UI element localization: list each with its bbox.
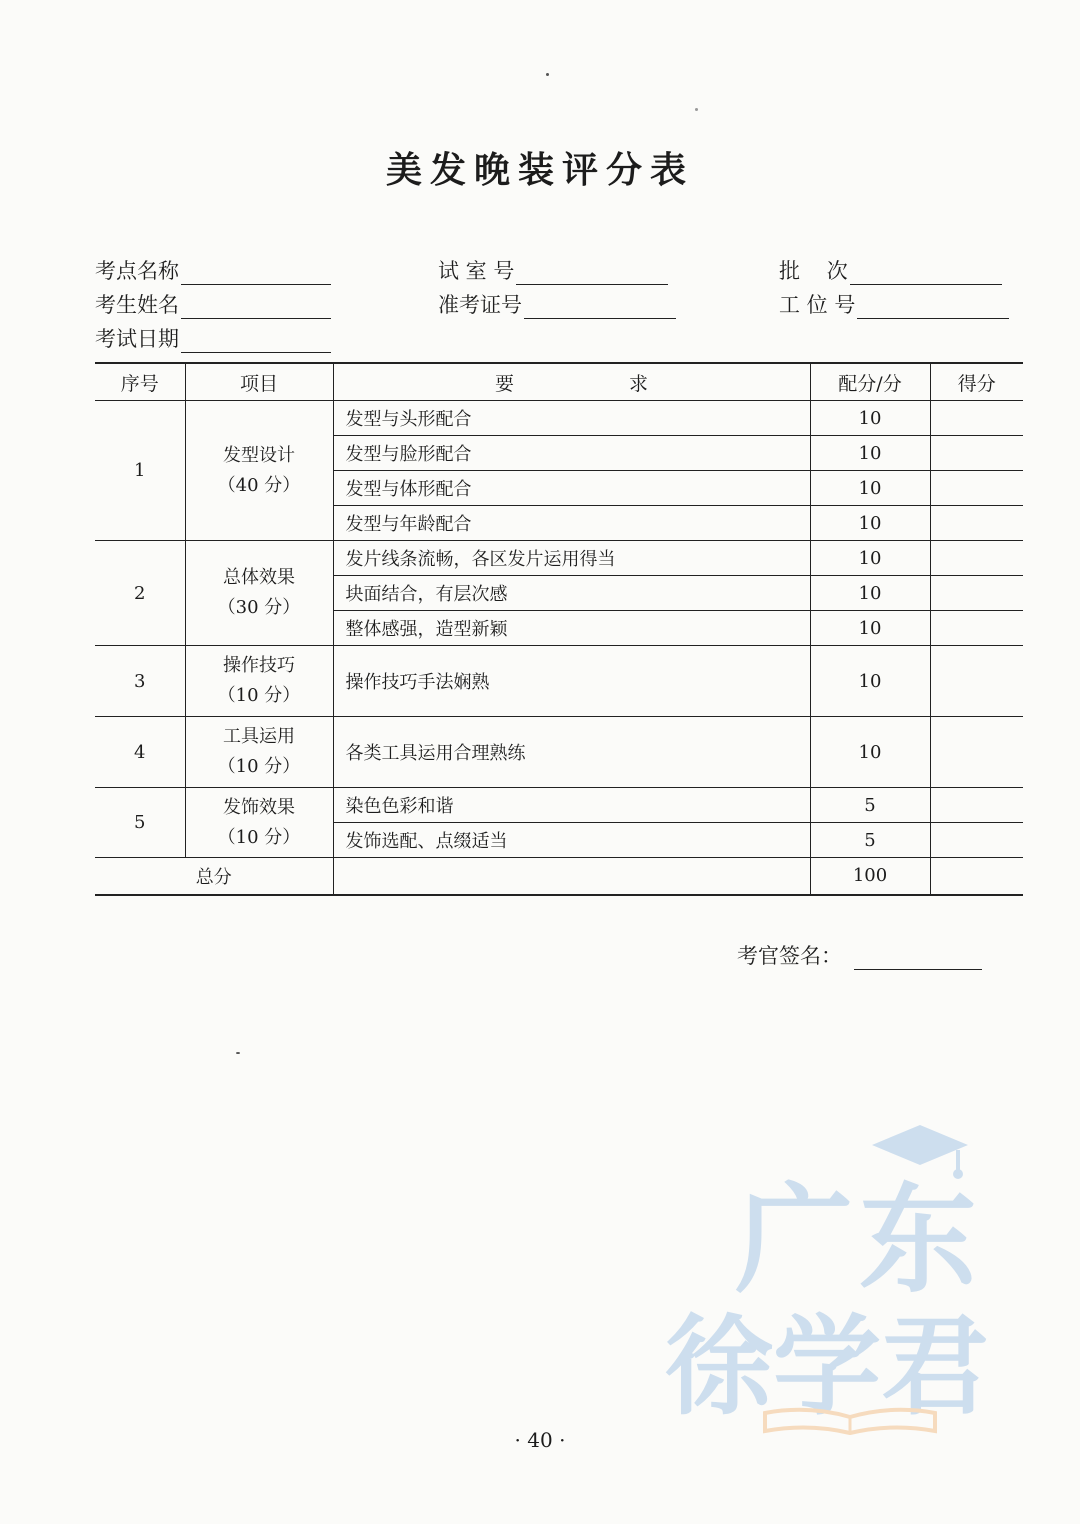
points-cell: 10 — [810, 471, 930, 506]
points-cell: 5 — [810, 788, 930, 823]
scan-speck — [546, 73, 549, 76]
total-requirement-cell — [333, 858, 810, 895]
exam-site-field[interactable] — [95, 255, 331, 285]
watermark-text-top: 广东 — [735, 1171, 984, 1309]
points-cell: 10 — [810, 541, 930, 576]
score-input-cell[interactable] — [930, 436, 1023, 471]
group-item-title: 发饰效果 — [223, 796, 295, 818]
score-input-cell[interactable] — [930, 576, 1023, 611]
group-item-title: 发型设计 — [223, 444, 295, 466]
group-item — [185, 788, 333, 858]
exam-date-blank[interactable] — [181, 332, 331, 353]
requirement-cell: 发片线条流畅，各区发片运用得当 — [333, 541, 810, 576]
admission-no-field[interactable] — [438, 289, 676, 319]
examiner-signature-field[interactable] — [737, 940, 982, 970]
exam-date-field[interactable] — [95, 323, 331, 353]
points-cell: 10 — [810, 646, 930, 717]
table-row — [95, 646, 1023, 717]
page-number: · 40 · — [514, 1428, 566, 1452]
requirement-cell: 染色色彩和谐 — [333, 788, 810, 823]
requirement-cell: 整体感强，造型新颖 — [333, 611, 810, 646]
group-seq: 4 — [95, 717, 185, 788]
group-item-points: （10 分） — [217, 756, 301, 777]
table-row — [95, 401, 1023, 436]
score-input-cell[interactable] — [930, 646, 1023, 717]
points-cell: 10 — [810, 717, 930, 788]
room-no-blank[interactable] — [516, 264, 668, 285]
total-points: 100 — [810, 858, 930, 895]
group-item-title: 总体效果 — [223, 567, 295, 588]
group-seq: 3 — [95, 646, 185, 717]
candidate-name-field[interactable] — [95, 289, 331, 319]
group-seq: 2 — [95, 541, 185, 646]
header-seq: 序号 — [95, 363, 185, 401]
exam-date-label: 考试日期 — [95, 327, 179, 351]
score-input-cell[interactable] — [930, 788, 1023, 823]
station-no-label: 工 位 号 — [779, 293, 856, 317]
score-input-cell[interactable] — [930, 717, 1023, 788]
table-header-row — [95, 363, 1023, 401]
examiner-signature-blank[interactable] — [854, 949, 982, 970]
batch-field[interactable] — [779, 255, 1002, 285]
header-req-left: 要 — [494, 372, 514, 395]
group-seq: 1 — [95, 401, 185, 541]
admission-no-blank[interactable] — [524, 298, 676, 319]
group-item — [185, 646, 333, 717]
header-requirement — [333, 363, 810, 401]
header-item: 项目 — [185, 363, 333, 401]
page-title: 美发晚装评分表 — [385, 149, 694, 191]
group-item — [185, 541, 333, 646]
admission-no-label: 准考证号 — [438, 293, 522, 317]
requirement-cell: 发饰选配、点缀适当 — [333, 823, 810, 858]
group-item-points: （10 分） — [217, 826, 301, 848]
total-row — [95, 858, 1023, 895]
room-no-label: 试 室 号 — [438, 259, 515, 283]
score-input-cell[interactable] — [930, 541, 1023, 576]
header-score: 得分 — [930, 363, 1023, 401]
batch-blank[interactable] — [850, 264, 1002, 285]
score-input-cell[interactable] — [930, 506, 1023, 541]
scoring-table — [95, 362, 1023, 896]
group-item-points: （10 分） — [217, 685, 301, 706]
exam-site-label: 考点名称 — [95, 259, 179, 283]
watermark-text-bottom: 徐学君 — [665, 1305, 990, 1430]
points-cell: 5 — [810, 823, 930, 858]
total-score-input-cell[interactable] — [930, 858, 1023, 895]
total-label: 总分 — [95, 858, 333, 895]
candidate-name-label: 考生姓名 — [95, 293, 179, 317]
table-row — [95, 788, 1023, 823]
group-item — [185, 717, 333, 788]
requirement-cell: 操作技巧手法娴熟 — [333, 646, 810, 717]
score-input-cell[interactable] — [930, 823, 1023, 858]
points-cell: 10 — [810, 401, 930, 436]
group-item-points: （30 分） — [217, 597, 301, 618]
requirement-cell: 发型与体形配合 — [333, 471, 810, 506]
batch-label: 批 次 — [779, 259, 848, 283]
header-points: 配分/分 — [810, 363, 930, 401]
requirement-cell: 各类工具运用合理熟练 — [333, 717, 810, 788]
points-cell: 10 — [810, 576, 930, 611]
scan-speck — [236, 1052, 240, 1054]
score-input-cell[interactable] — [930, 611, 1023, 646]
requirement-cell: 发型与年龄配合 — [333, 506, 810, 541]
group-item — [185, 401, 333, 541]
room-no-field[interactable] — [438, 255, 668, 285]
scan-speck — [695, 108, 698, 111]
score-input-cell[interactable] — [930, 401, 1023, 436]
group-item-points: （40 分） — [217, 474, 301, 496]
exam-site-blank[interactable] — [181, 264, 331, 285]
watermark-logo — [665, 1120, 1005, 1440]
points-cell: 10 — [810, 611, 930, 646]
station-no-blank[interactable] — [857, 298, 1009, 319]
table-row — [95, 541, 1023, 576]
requirement-cell: 块面结合，有层次感 — [333, 576, 810, 611]
table-row — [95, 717, 1023, 788]
candidate-name-blank[interactable] — [181, 298, 331, 319]
examiner-signature-label: 考官签名： — [737, 944, 842, 968]
points-cell: 10 — [810, 436, 930, 471]
group-item-title: 操作技巧 — [223, 655, 295, 676]
score-input-cell[interactable] — [930, 471, 1023, 506]
requirement-cell: 发型与脸形配合 — [333, 436, 810, 471]
header-req-right: 求 — [629, 372, 649, 395]
station-no-field[interactable] — [779, 289, 1009, 319]
points-cell: 10 — [810, 506, 930, 541]
requirement-cell: 发型与头形配合 — [333, 401, 810, 436]
group-seq: 5 — [95, 788, 185, 858]
group-item-title: 工具运用 — [223, 726, 295, 747]
